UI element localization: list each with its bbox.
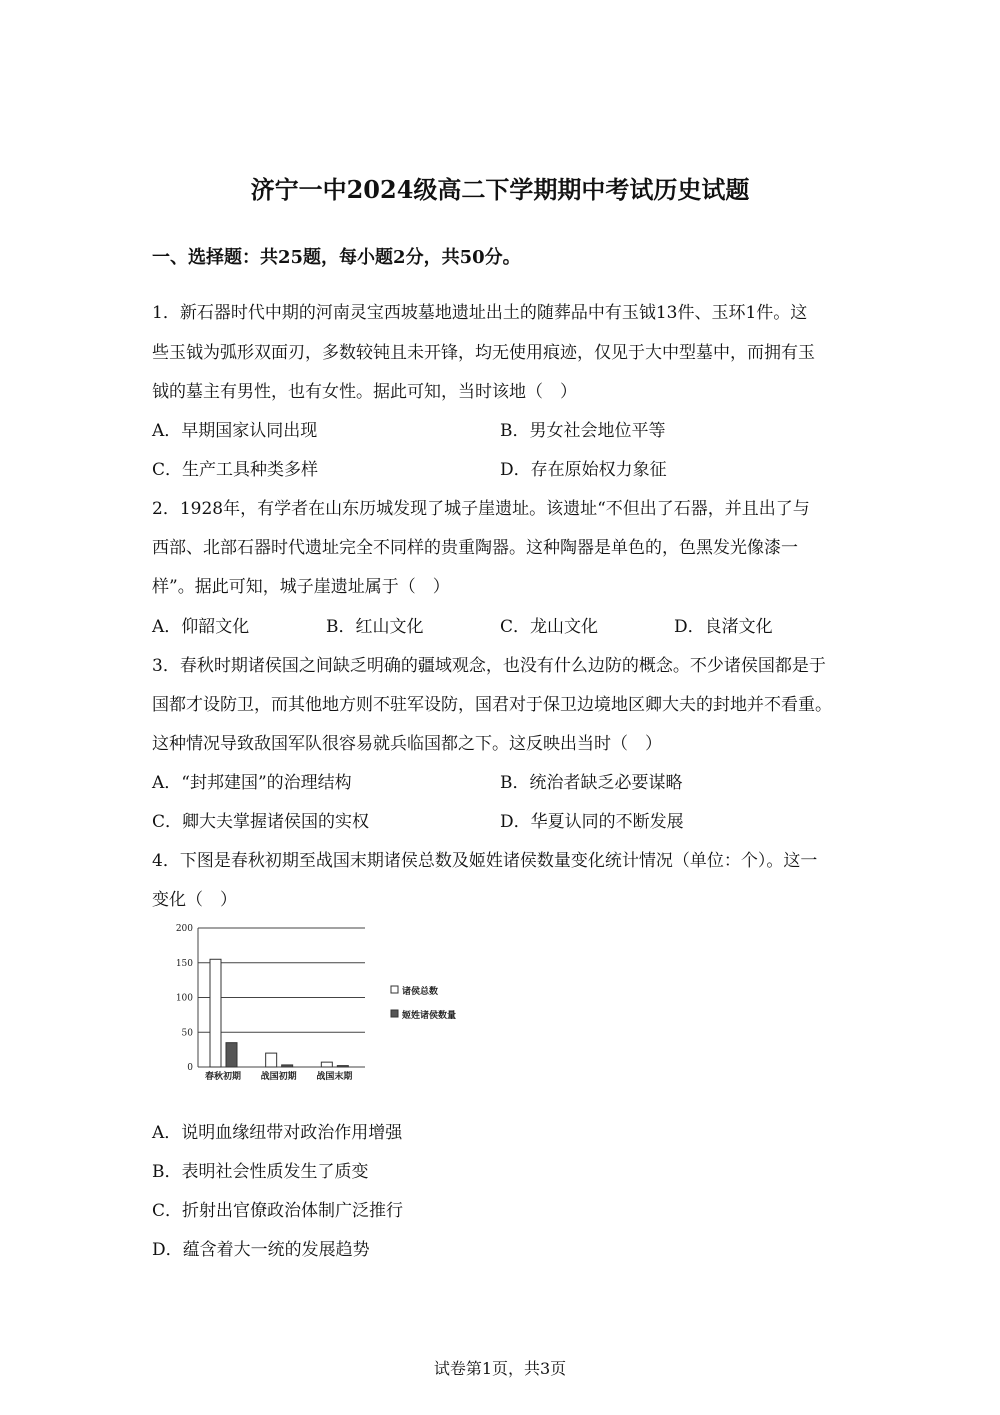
legend-swatch [391,1010,398,1017]
bar-total [321,1062,332,1067]
question-1-line-3: 钺的墓主有男性，也有女性。据此可知，当时该地（ ） [152,382,577,402]
page-footer: 试卷第1页，共3页 [433,1359,567,1378]
question-3-option-c: C．卿大夫掌握诸侯国的实权 [152,812,370,832]
bar-ji [337,1066,348,1067]
question-3-option-b: B．统治者缺乏必要谋略 [500,773,683,793]
question-4-option-d: D．蕴含着大一统的发展趋势 [152,1240,370,1260]
section-heading: 一、选择题：共25题，每小题2分，共50分。 [152,247,521,268]
bar-total [266,1053,277,1067]
question-3-line-3: 这种情况导致敌国军队很容易就兵临国都之下。这反映出当时（ ） [152,734,662,754]
question-1-option-d: D．存在原始权力象征 [500,460,667,480]
y-tick-label: 200 [175,924,193,934]
question-4-line-1: 4．下图是春秋初期至战国末期诸侯总数及姬姓诸侯数量变化统计情况（单位：个）。这一 [152,851,818,871]
x-category-label: 战国末期 [316,1072,353,1082]
y-tick-label: 50 [181,1028,193,1039]
question-2-option-b: B．红山文化 [326,617,424,637]
question-3-option-d: D．华夏认同的不断发展 [500,812,684,832]
question-3-line-2: 国都才设防卫，而其他地方则不驻军设防，国君对于保卫边境地区卿大夫的封地并不看重。 [152,695,832,715]
legend-label: 诸侯总数 [402,987,439,997]
question-2-option-c: C．龙山文化 [500,617,599,637]
question-1-line-2: 些玉钺为弧形双面刃，多数较钝且未开锋，均无使用痕迹，仅见于大中型墓中，而拥有玉 [152,343,815,363]
y-tick-label: 100 [175,993,193,1004]
bar-ji [226,1043,237,1067]
question-2-option-d: D．良渚文化 [674,617,773,637]
x-category-label: 春秋初期 [204,1072,242,1082]
question-1-option-c: C．生产工具种类多样 [152,460,319,480]
question-2-line-1: 2．1928年，有学者在山东历城发现了城子崖遗址。该遗址“不但出了石器，并且出了与 [152,499,810,519]
legend-label: 姬姓诸侯数量 [402,1011,457,1021]
question-2-line-3: 样”。据此可知，城子崖遗址属于（ ） [152,577,450,597]
question-4-option-c: C．折射出官僚政治体制广泛推行 [152,1201,404,1221]
question-3-option-a: A．“封邦建国”的治理结构 [152,773,352,793]
y-tick-label: 0 [187,1063,193,1073]
y-tick-label: 150 [175,958,193,969]
question-1-option-b: B．男女社会地位平等 [500,421,666,441]
page-title: 济宁一中2024级高二下学期期中考试历史试题 [250,175,750,204]
question-4-line-2: 变化（ ） [152,890,237,910]
princes-bar-chart [160,918,480,1088]
x-category-label: 战国初期 [260,1072,297,1082]
question-4-option-b: B．表明社会性质发生了质变 [152,1162,369,1182]
question-1-line-1: 1．新石器时代中期的河南灵宝西坡墓地遗址出土的随葬品中有玉钺13件、玉环1件。这 [152,303,808,323]
question-4-option-a: A．说明血缘纽带对政治作用增强 [152,1123,403,1143]
legend-swatch [391,986,398,993]
bar-total [210,959,221,1067]
question-1-option-a: A．早期国家认同出现 [152,421,318,441]
question-2-option-a: A．仰韶文化 [152,617,250,637]
question-2-line-2: 西部、北部石器时代遗址完全不同样的贵重陶器。这种陶器是单色的，色黑发光像漆一 [152,538,798,558]
bar-ji [282,1065,293,1067]
question-3-line-1: 3．春秋时期诸侯国之间缺乏明确的疆域观念，也没有什么边防的概念。不少诸侯国都是于 [152,656,826,676]
